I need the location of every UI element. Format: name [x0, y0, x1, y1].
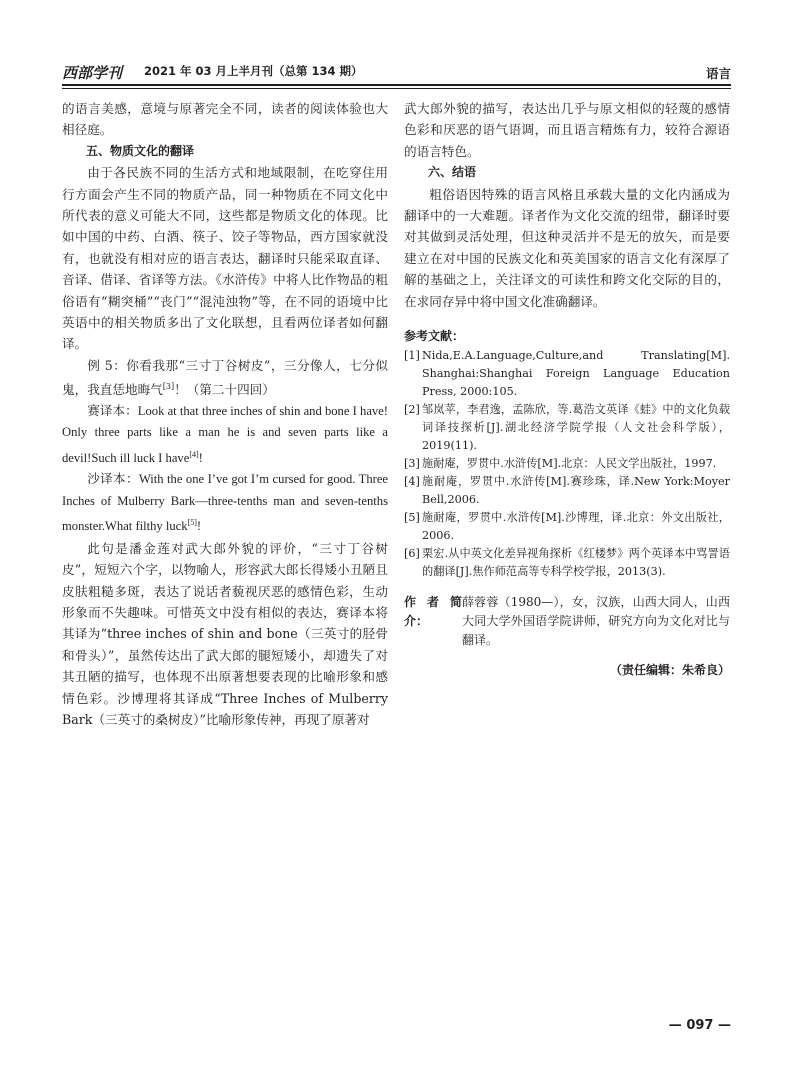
section-label: 语言 — [705, 66, 731, 81]
author-label: 作者简介： — [404, 595, 462, 629]
page-number: — 097 — — [668, 1018, 731, 1033]
paragraph: 此句是潘金莲对武大郎外貌的评价，“三寸丁谷树皮”，短短六个字，以物喻人，形容武大郎长得矮小丑陋且皮肤粗糙多斑，表达了说话者藐视厌恶的感情色彩，生动形象而不失趣味。可惜英文中没有相似的表达，赛译本将其译为“three inches of shin and bone（三英寸的胫骨和骨头）”，虽然传达出了武大郎的腿短矮小，却遗失了对其丑陋的描写，也体现不出原著想要表现的比喻形象和感情色彩。沙博理将其译成“Three Inches of Mulberry Bark（三英寸的桑树皮）”比喻形象传神，再现了原著对 — [62, 540, 388, 727]
translation-label: 赛译本： — [87, 403, 138, 418]
reference-item — [404, 347, 730, 401]
section-heading-5: 五、物质文化的翻译 — [86, 143, 195, 158]
author-text: 薛蓉蓉（1980—），女，汉族，山西大同人，山西大同大学外国语学院讲师，研究方向为文化对比与翻译。 — [462, 595, 730, 648]
header-rule-thick — [62, 84, 731, 86]
reference-number: [1] — [404, 349, 420, 363]
section-heading-6: 六、结语 — [428, 165, 477, 180]
citation: [4] — [189, 449, 199, 459]
reference-number: [4] — [404, 475, 420, 489]
reference-list — [404, 347, 730, 581]
translation-sai — [62, 401, 388, 469]
punct: ! — [196, 519, 202, 534]
reference-item — [404, 509, 730, 545]
citation: [3] — [162, 382, 175, 392]
paragraph-continued: 的语言美感，意境与原著完全不同，读者的阅读体验也大相径庭。 — [62, 101, 388, 138]
reference-number: [5] — [404, 511, 420, 525]
reference-text: 施耐庵，罗贯中.水浒传[M].沙博理，译.北京：外文出版社，2006. — [422, 511, 730, 543]
references-heading: 参考文献： — [404, 329, 465, 344]
right-column — [404, 98, 730, 682]
reference-text: 施耐庵，罗贯中.水浒传[M].北京：人民文学出版社，1997. — [422, 457, 717, 471]
reference-number: [6] — [404, 547, 420, 561]
header-rule-thin — [62, 88, 731, 89]
reference-text: Nida,E.A.Language,Culture,and Translating[M]. Shanghai:Shanghai Foreign Language Education Press, 2000:105. — [422, 349, 730, 399]
punct: ! — [198, 450, 203, 465]
example-source: ！（第二十四回） — [174, 382, 275, 398]
translation-label: 沙译本： — [87, 472, 139, 487]
citation: [5] — [187, 518, 197, 528]
running-header — [62, 62, 731, 82]
paragraph: 由于各民族不同的生活方式和地域限制，在吃穿住用行方面会产生不同的物质产品，同一种物质在不同文化中所代表的意义可能大不同，这些都是物质文化的体现。比如中国的中药、白酒、筷子、饺子等物品，西方国家就没有，也就没有相对应的语言表达，翻译时只能采取直译、音译、借译、省译等方法。《水浒传》中将人比作物品的粗俗语有“糊突桶”“丧门”“混沌浊物”等，在不同的语境中比英语中的相关物质多出了文化联想，且看两位译者如何翻译。 — [62, 165, 388, 352]
author-bio — [404, 593, 730, 650]
issue-info: 2021 年 03 月上半月刊（总第 134 期） — [144, 64, 363, 78]
reference-text: 栗宏.从中英文化差异视角探析《红楼梦》两个英译本中骂詈语的翻译[J].焦作师范高等专科学校学报，2013(3). — [422, 547, 730, 579]
reference-text: 邹岚苹，李君逸，孟陈欣，等.葛浩文英译《蛙》中的文化负载词译技探析[J].湖北经济学院学报（人文社会科学版），2019(11). — [422, 403, 730, 453]
reference-item — [404, 455, 730, 473]
journal-logo: 西部学刊 — [62, 64, 123, 82]
editor-note: （责任编辑：朱希良） — [609, 663, 730, 678]
example-text: 例 5：你看我那“三寸丁谷树皮”，三分像人，七分似鬼，我直恁地晦气 — [62, 357, 388, 398]
reference-number: [3] — [404, 457, 420, 471]
paragraph-continued: 武大郎外貌的描写，表达出几乎与原文相似的轻蔑的感情色彩和厌恶的语气语调，而且语言精炼有力，较符合源语的语言特色。 — [404, 101, 730, 159]
example-5 — [62, 355, 388, 401]
reference-text: 施耐庵，罗贯中.水浒传[M].赛珍珠，译.New York:Moyer Bell,2006. — [422, 475, 730, 507]
reference-item — [404, 545, 730, 581]
translation-text: With the one I’ve got I’m cursed for good. Three Inches of Mulberry Bark—three-tenths man and seven-tenths monster.What filthy luck — [62, 472, 389, 534]
translation-sha — [62, 469, 388, 537]
paragraph: 粗俗语因特殊的语言风格且承载大量的文化内涵成为翻译中的一大难题。译者作为文化交流的纽带，翻译时要对其做到灵活处理，但这种灵活并不是无的放矢，而是要建立在对中国的民族文化和英美国家的语言文化有深厚了解的基础之上，关注译文的可读性和跨文化交际的目的，在求同存异中将中国文化准确翻译。 — [404, 186, 730, 309]
translation-text: Look at that three inches of shin and bone I have! Only three parts like a man he is and seven parts like a devil!Such ill luck I have — [62, 403, 388, 465]
reference-item — [404, 473, 730, 509]
left-column — [62, 98, 388, 730]
reference-item — [404, 401, 730, 455]
reference-number: [2] — [404, 403, 420, 417]
